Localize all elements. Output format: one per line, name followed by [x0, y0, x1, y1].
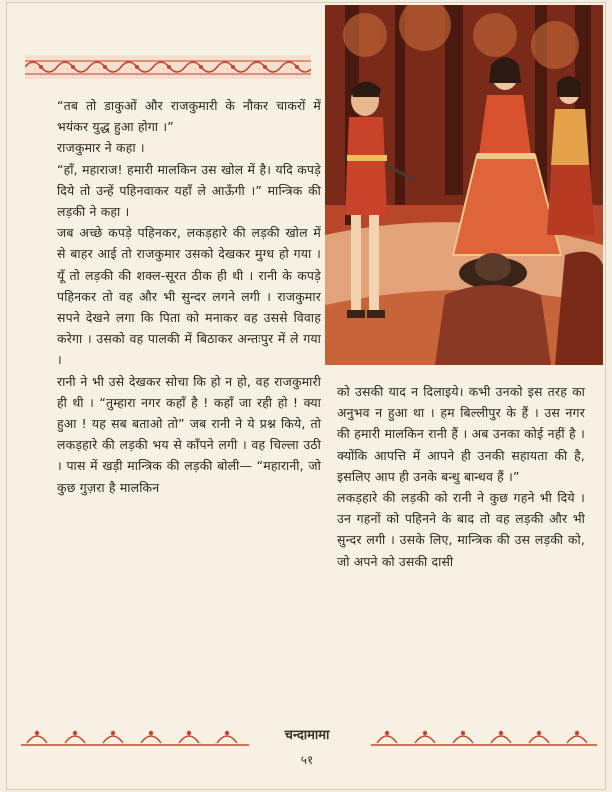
right-text-column [337, 381, 585, 572]
decorative-footer-ornament-left [21, 723, 249, 749]
decorative-footer-ornament-right [371, 723, 597, 749]
magazine-title: चन्दामामा [284, 728, 330, 743]
paragraph: जब अच्छे कपड़े पहिनकर, लकड़हारे की लड़की खोल में से बाहर आई तो राजकुमार उसको देखकर मुग्ध हो गया । यूँ तो लड़की की शक्ल-सूरत ठीक ही थी । रानी के कपड़े पहिनकर तो वह और भी सुन्दर लगने लगी । राजकुमार सपने देखने लगा कि पिता को मनाकर वह उससे विवाह करेगा । उसको वह पालकी में बिठाकर अन्तःपुर में ले गया । [57, 225, 321, 368]
paragraph: “हाँ, महाराज! हमारी मालकिन उस खोल में है। यदि कपड़े दिये तो उन्हें पहिनवाकर यहाँ ले आऊँगी ।” मान्त्रिक की लड़की ने कहा । [57, 161, 321, 220]
paragraph: “तब तो डाकुओं और राजकुमारी के नौकर चाकरों में भयंकर युद्ध हुआ होगा ।” [57, 98, 321, 135]
page-number: ५१ [300, 753, 314, 767]
decorative-header-border [25, 55, 311, 79]
paragraph: राजकुमार ने कहा । [57, 140, 145, 156]
page [6, 2, 606, 790]
paragraph: को उसकी याद न दिलाइये। कभी उनको इस तरह का अनुभव न हुआ था । हम बिल्लीपुर के हैं । उस नगर की हमारी मालकिन रानी हैं । अब उनका कोई नहीं है । क्योंकि आपत्ति में आपने ही उनकी सहायता की है, इसलिए आप ही उनके बन्धु बान्धव हैं ।” [337, 384, 585, 484]
paragraph: रानी ने भी उसे देखकर सोचा कि हो न हो, वह राजकुमारी ही थी । “तुम्हारा नगर कहाँ है ! कहाँ जा रही हो ! क्या हुआ ! यह सब बताओ तो” जब रानी ने ये प्रश्न किये, तो लकड़हारे की लड़की भय से काँपने लगी । वह चिल्ला उठी । पास में खड़ी मान्त्रिक की लड़की बोली— “महारानी, जो कुछ गुज़रा है मालकिन [57, 373, 321, 495]
paragraph: लकड़हारे की लड़की को रानी ने कुछ गहने भी दिये । उन गहनों को पहिनने के बाद तो वह लड़की और भी सुन्दर लगी । उसके लिए, मान्त्रिक की उस लड़की को, जो अपने को उसकी दासी [337, 490, 585, 569]
left-text-column [57, 95, 321, 498]
story-illustration [325, 5, 603, 365]
